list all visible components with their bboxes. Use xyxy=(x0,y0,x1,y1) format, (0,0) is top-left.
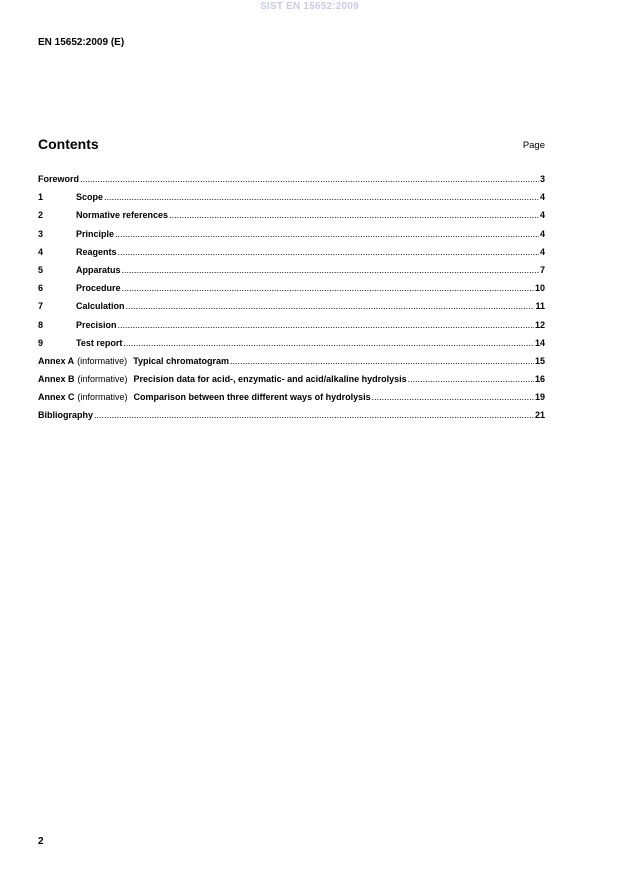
page-column-label: Page xyxy=(522,140,545,151)
toc-entry-title: Test report xyxy=(76,337,123,348)
toc-entry-page: 4 xyxy=(539,228,545,239)
toc-entry-page: 7 xyxy=(539,264,545,275)
toc-leader-dots xyxy=(104,192,539,202)
toc-entry-title: Principle xyxy=(76,228,115,239)
toc-entry-number: 7 xyxy=(38,301,44,312)
toc-entry-page: 12 xyxy=(534,319,545,330)
toc-entry-number: 2 xyxy=(38,210,44,221)
toc-entry-principle[interactable] xyxy=(38,229,545,247)
toc-leader-dots xyxy=(230,356,534,366)
toc-entry-annex-a[interactable] xyxy=(38,356,545,374)
toc-entry-title: Bibliography xyxy=(38,410,94,421)
toc-leader-dots xyxy=(94,410,534,420)
toc-entry-page: 21 xyxy=(534,410,545,421)
toc-entry-page: 4 xyxy=(539,246,545,257)
toc-entry-title: Reagents xyxy=(76,246,117,257)
toc-leader-dots xyxy=(126,301,535,311)
toc-entry-number: 9 xyxy=(38,337,44,348)
toc-entry-number: 5 xyxy=(38,264,44,275)
table-of-contents xyxy=(38,174,545,429)
toc-entry-title: Foreword xyxy=(38,174,80,184)
toc-entry-number: 1 xyxy=(38,192,44,203)
toc-leader-dots xyxy=(408,374,534,384)
toc-entry-title: Calculation xyxy=(76,301,125,312)
toc-annex-status: (informative) xyxy=(77,374,128,385)
toc-entry-page: 10 xyxy=(534,283,545,294)
toc-entry-reagents[interactable] xyxy=(38,247,545,265)
toc-entry-title: Comparison between three different ways of hydrolysis xyxy=(133,392,371,403)
toc-entry-page: 16 xyxy=(534,374,545,385)
toc-entry-procedure[interactable] xyxy=(38,283,545,301)
toc-entry-apparatus[interactable] xyxy=(38,265,545,283)
toc-entry-page: 19 xyxy=(534,392,545,403)
toc-leader-dots xyxy=(372,392,534,402)
toc-annex-label: Annex A xyxy=(38,355,75,366)
toc-leader-dots xyxy=(122,265,539,275)
toc-entry-title: Scope xyxy=(76,192,104,203)
toc-leader-dots xyxy=(123,338,534,348)
toc-entry-number: 4 xyxy=(38,246,44,257)
toc-entry-foreword[interactable] xyxy=(38,174,545,192)
toc-entry-bibliography[interactable] xyxy=(38,410,545,428)
toc-entry-page: 3 xyxy=(539,174,545,184)
toc-entry-title: Apparatus xyxy=(76,264,121,275)
toc-entry-page: 4 xyxy=(539,210,545,221)
toc-entry-page: 11 xyxy=(535,301,545,312)
toc-leader-dots xyxy=(122,283,534,293)
document-id: EN 15652:2009 (E) xyxy=(38,37,125,48)
toc-entry-title: Precision data for acid-, enzymatic- and acid/alkaline hydrolysis xyxy=(133,374,407,385)
watermark: SIST EN 15652:2009 xyxy=(260,1,359,12)
page-number: 2 xyxy=(38,836,44,847)
toc-annex-status: (informative) xyxy=(77,355,128,366)
toc-entry-title: Procedure xyxy=(76,283,121,294)
toc-leader-dots xyxy=(80,174,539,184)
toc-leader-dots xyxy=(115,229,539,239)
toc-entry-scope[interactable] xyxy=(38,192,545,210)
toc-entry-title: Normative references xyxy=(76,210,169,221)
toc-annex-label: Annex C xyxy=(38,392,75,403)
toc-entry-normative-references[interactable] xyxy=(38,210,545,228)
toc-entry-title: Typical chromatogram xyxy=(133,355,230,366)
toc-entry-test-report[interactable] xyxy=(38,338,545,356)
toc-entry-page: 15 xyxy=(534,355,545,366)
toc-annex-status: (informative) xyxy=(77,392,128,403)
toc-entry-number: 6 xyxy=(38,283,44,294)
toc-leader-dots xyxy=(169,210,539,220)
toc-entry-calculation[interactable] xyxy=(38,301,545,319)
toc-leader-dots xyxy=(118,320,534,330)
toc-entry-page: 14 xyxy=(534,337,545,348)
toc-entry-title: Precision xyxy=(76,319,117,330)
toc-entry-page: 4 xyxy=(539,192,545,203)
toc-entry-annex-b[interactable] xyxy=(38,374,545,392)
toc-annex-label: Annex B xyxy=(38,374,75,385)
toc-entry-precision[interactable] xyxy=(38,320,545,338)
toc-entry-number: 3 xyxy=(38,228,44,239)
toc-leader-dots xyxy=(118,247,539,257)
contents-heading: Contents xyxy=(38,136,99,152)
toc-entry-number: 8 xyxy=(38,319,44,330)
toc-entry-annex-c[interactable] xyxy=(38,392,545,410)
